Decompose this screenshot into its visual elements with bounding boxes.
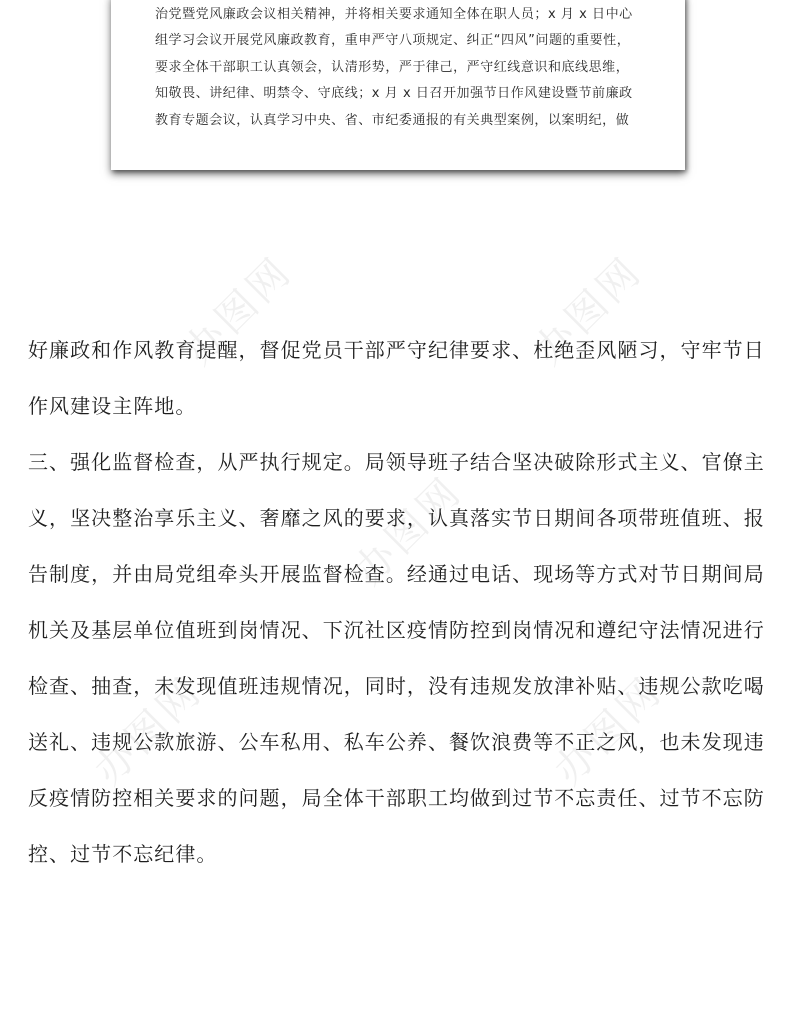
body-line: 机关及基层单位值班到岗情况、下沉社区疫情防控到岗情况和遵纪守法情况进行: [28, 618, 765, 642]
watermark: 办图网: [85, 668, 212, 794]
watermark: 办图网: [545, 668, 672, 794]
watermark: 办图网: [345, 468, 472, 594]
body-line: 告制度，并由局党组牵头开展监督检查。经通过电话、现场等方式对节日期间局: [28, 562, 765, 586]
body-line: 反疫情防控相关要求的问题，局全体干部职工均做到过节不忘责任、过节不忘防: [28, 786, 765, 810]
paper-line: 要求全体干部职工认真领会，认清形势，严于律己，严守红线意识和底线思维，: [155, 59, 630, 75]
body-line: 送礼、违规公款旅游、公车私用、私车公养、餐饮浪费等不正之风，也未发现违: [28, 730, 765, 754]
paper-line: 治党暨党风廉政会议相关精神，并将相关要求通知全体在职人员；x 月 x 日中心: [155, 7, 633, 22]
paper-line: 组学习会议开展党风廉政教育，重申严守八项规定、纠正“四风”问题的重要性，: [155, 33, 631, 49]
paper-line: 教育专题会议，认真学习中央、省、市纪委通报的有关典型案例，以案明纪，做: [155, 112, 630, 128]
body-line: 控、过节不忘纪律。: [28, 842, 218, 866]
paper-line: 知敬畏、讲纪律、明禁令、守底线；x 月 x 日召开加强节日作风建设暨节前廉政: [155, 86, 633, 102]
document-body: [28, 322, 788, 882]
watermark: 办图网: [175, 248, 302, 374]
section-heading-line: 三、强化监督检查，从严执行规定。局领导班子结合坚决破除形式主义、官僚主: [28, 450, 765, 474]
body-line: 检查、抽查，未发现值班违规情况，同时，没有违规发放津补贴、违规公款吃喝: [28, 674, 765, 698]
paper-excerpt-card: [111, 0, 685, 170]
watermark: 办图网: [525, 248, 652, 374]
body-line: 好廉政和作风教育提醒，督促党员干部严守纪律要求、杜绝歪风陋习，守牢节日: [28, 338, 765, 362]
body-line: 义，坚决整治享乐主义、奢靡之风的要求，认真落实节日期间各项带班值班、报: [28, 506, 765, 530]
body-line: 作风建设主阵地。: [28, 394, 197, 418]
